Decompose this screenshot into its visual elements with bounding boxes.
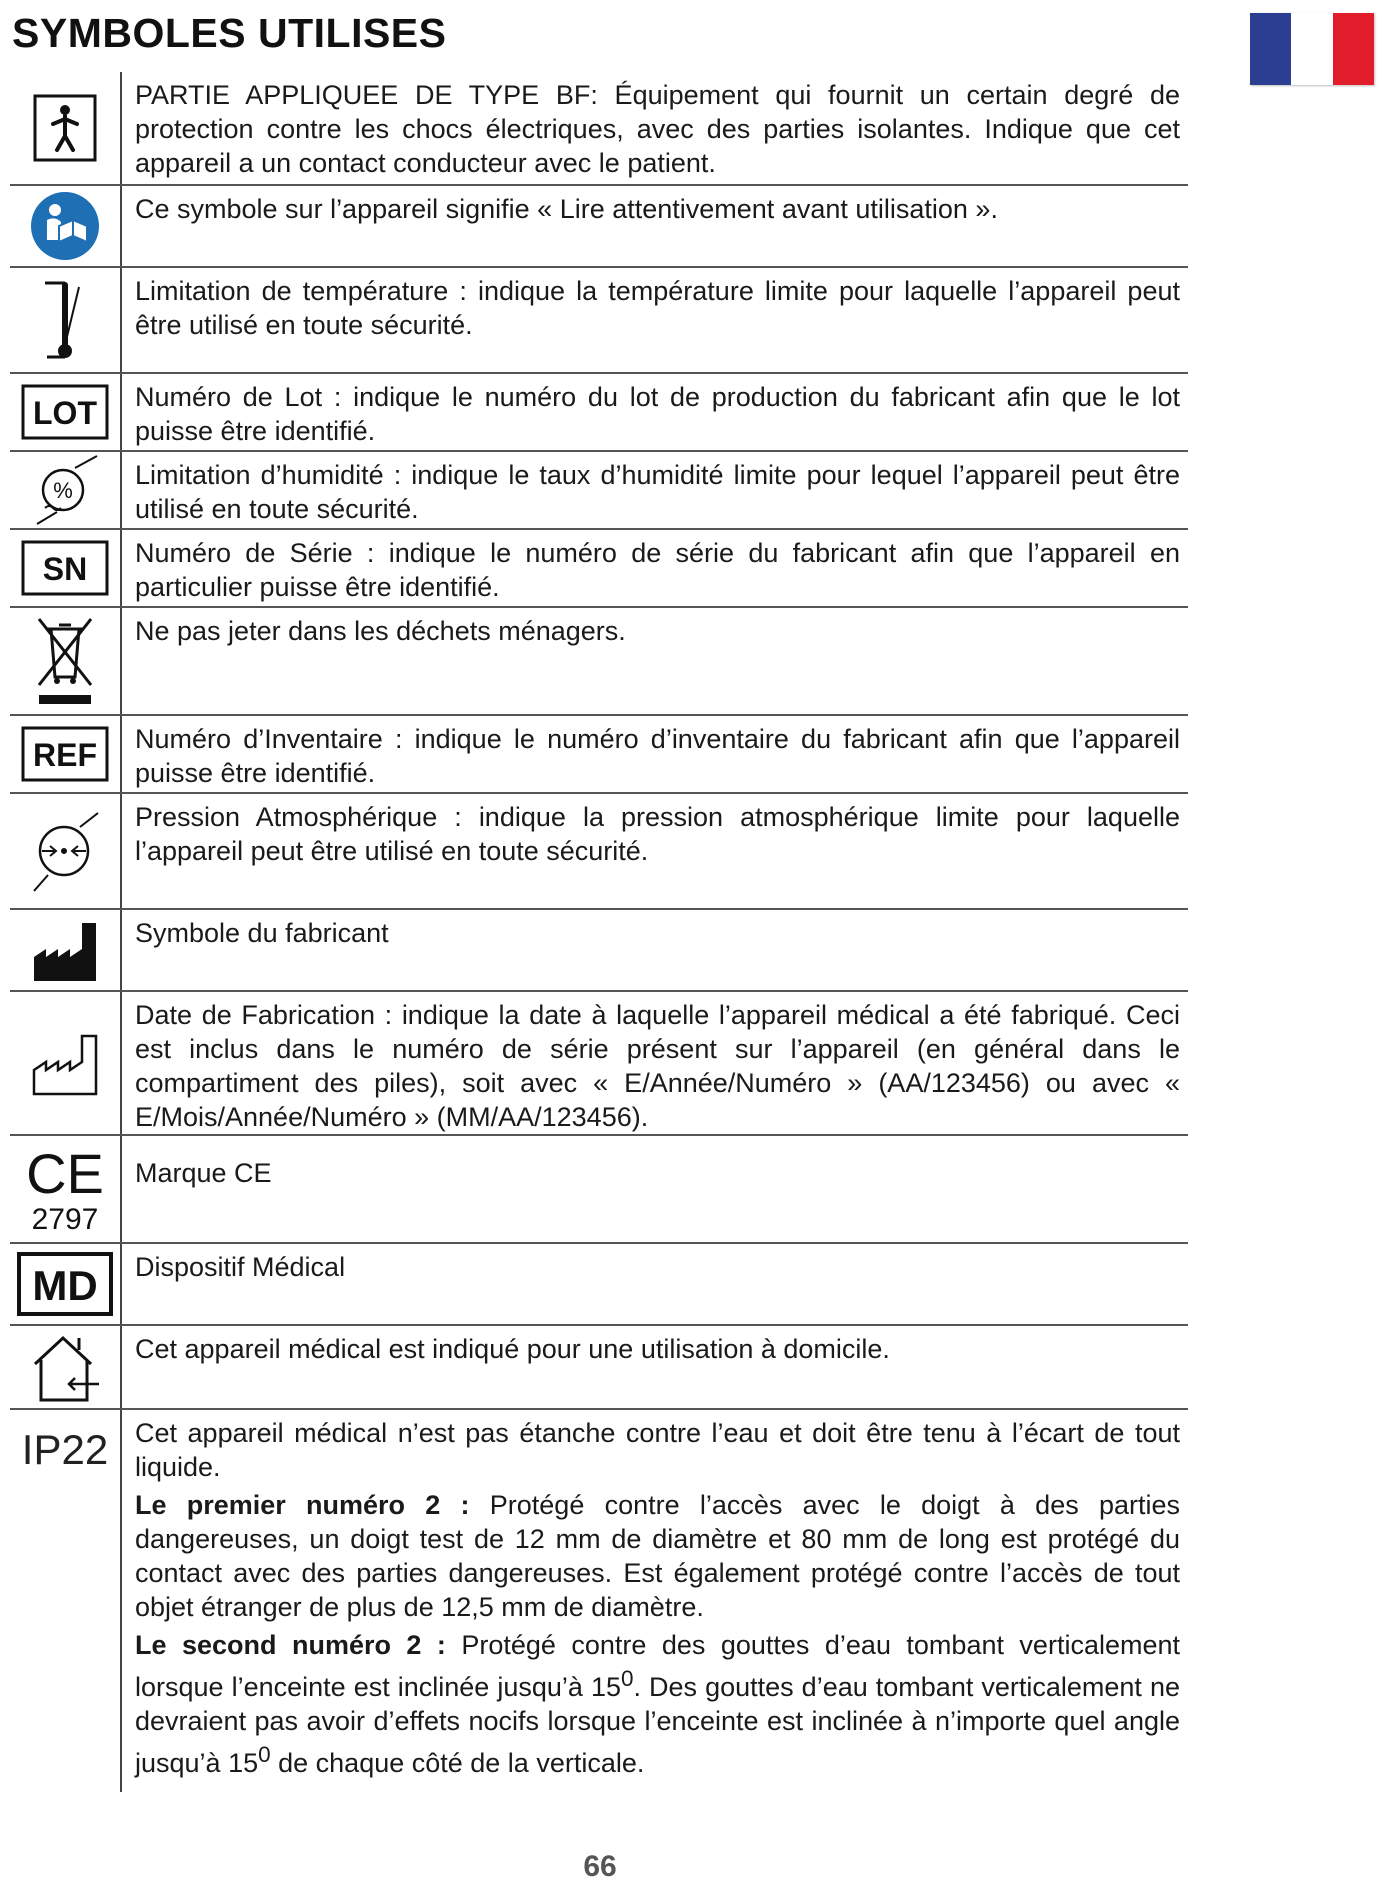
symbol-row-lot <box>10 374 1188 452</box>
ip22-icon <box>10 1410 120 1490</box>
serial-number-icon <box>10 530 120 606</box>
temperature-limit-icon <box>10 268 120 372</box>
symbol-description: Dispositif Médical <box>135 1252 346 1282</box>
ip22-label: IP22 <box>21 1426 109 1473</box>
symbol-description: Ne pas jeter dans les déchets ménagers. <box>135 616 626 646</box>
symbol-description: Cet appareil médical est indiqué pour une utilisation à domicile. <box>135 1334 890 1364</box>
ip22-first-digit: Le premier numéro 2 : Protégé contre l’accès avec le doigt à des parties dangereuses, un doigt test de 12 mm de diamètre et 80 mm de long est protégé du contact avec des parties dangereuses. Est également protégé contre l’accès de tout objet étranger de plus de 12,5 mm de diamètre. <box>135 1490 1180 1622</box>
symbol-row-medical-device <box>10 1244 1188 1326</box>
symbol-description: Numéro de Série : indique le numéro de série du fabricant afin que l’appareil en particulier puisse être identifié. <box>135 538 1180 602</box>
svg-text:REF: REF <box>33 737 97 773</box>
svg-text:LOT: LOT <box>33 395 97 431</box>
symbol-description: Pression Atmosphérique : indique la pression atmosphérique limite pour laquelle l’appareil peut être utilisé en toute sécurité. <box>135 802 1180 866</box>
france-flag-icon <box>1250 13 1374 85</box>
symbol-row-home-use <box>10 1326 1188 1410</box>
ip22-description <box>135 1416 1180 1780</box>
type-bf-applied-part-icon <box>10 72 120 184</box>
symbol-row-manufacture-date <box>10 992 1188 1136</box>
symbol-row-serial-number <box>10 530 1188 608</box>
lot-number-icon <box>10 374 120 450</box>
symbol-description: Symbole du fabricant <box>135 918 389 948</box>
symbol-row-type-bf <box>10 72 1188 186</box>
symbol-description: Limitation de température : indique la température limite pour laquelle l’appareil peut être utilisé en toute sécurité. <box>135 276 1180 340</box>
symbol-description: Date de Fabrication : indique la date à laquelle l’appareil médical a été fabriqué. Ceci est inclus dans le numéro de série présent sur l’appareil (en général dans le compartiment des piles), soit avec « E/Année/Numéro » (AA/123456) ou avec « E/Mois/Année/Numéro » (MM/AA/123456). <box>135 1000 1180 1132</box>
symbol-description: PARTIE APPLIQUEE DE TYPE BF: Équipement qui fournit un certain degré de protection contre les chocs électriques, avec des parties isolantes. Indique que cet appareil a un contact conducteur avec le patient. <box>135 80 1180 178</box>
manufacturer-icon <box>10 910 120 990</box>
symbol-row-read-instructions <box>10 186 1188 268</box>
weee-crossed-bin-icon <box>10 608 120 714</box>
symbol-description: Numéro d’Inventaire : indique le numéro d’inventaire du fabricant afin que l’appareil puisse être identifié. <box>135 724 1180 788</box>
symbol-row-ref <box>10 716 1188 794</box>
ip22-intro: Cet appareil médical n’est pas étanche contre l’eau et doit être tenu à l’écart de tout liquide. <box>135 1418 1180 1482</box>
svg-text:%: % <box>53 478 73 503</box>
symbol-description: Ce symbole sur l’appareil signifie « Lire attentivement avant utilisation ». <box>135 194 998 224</box>
medical-device-icon <box>10 1244 120 1324</box>
page-number: 66 <box>583 1850 617 1883</box>
ce-mark-icon <box>10 1136 120 1242</box>
symbol-row-ip22 <box>10 1410 1188 1790</box>
read-instructions-icon <box>10 186 120 266</box>
svg-text:2797: 2797 <box>31 1203 99 1236</box>
atmospheric-pressure-icon <box>10 794 120 908</box>
symbol-row-manufacturer <box>10 910 1188 992</box>
symbol-row-temperature <box>10 268 1188 374</box>
page-title: SYMBOLES UTILISES <box>12 10 447 56</box>
humidity-limit-icon <box>10 452 120 528</box>
symbol-row-humidity <box>10 452 1188 530</box>
svg-text:SN: SN <box>42 551 88 587</box>
home-use-icon <box>10 1326 120 1408</box>
symbol-description: Numéro de Lot : indique le numéro du lot de production du fabricant afin que le lot puisse être identifié. <box>135 382 1180 446</box>
symbol-description: Marque CE <box>135 1158 272 1188</box>
symbol-row-ce-mark <box>10 1136 1188 1244</box>
symbol-row-weee <box>10 608 1188 716</box>
svg-text:CE: CE <box>26 1142 104 1205</box>
ip22-second-digit: Le second numéro 2 : Protégé contre des gouttes d’eau tombant verticalement lorsque l’enceinte est inclinée jusqu’à $15^0$. Des gouttes d’eau tombant verticalement ne devraient pas avoir d’effets nocifs lorsque l’enceinte est inclinée à n’importe quel angle jusqu’à $15^0$ de chaque côté de la verticale. <box>135 1630 1181 1778</box>
symbol-row-pressure <box>10 794 1188 910</box>
symbol-description: Limitation d’humidité : indique le taux d’humidité limite pour lequel l’appareil peut être utilisé en toute sécurité. <box>135 460 1180 524</box>
svg-text:MD: MD <box>32 1262 98 1309</box>
manufacture-date-icon <box>10 992 120 1134</box>
reference-number-icon <box>10 716 120 792</box>
